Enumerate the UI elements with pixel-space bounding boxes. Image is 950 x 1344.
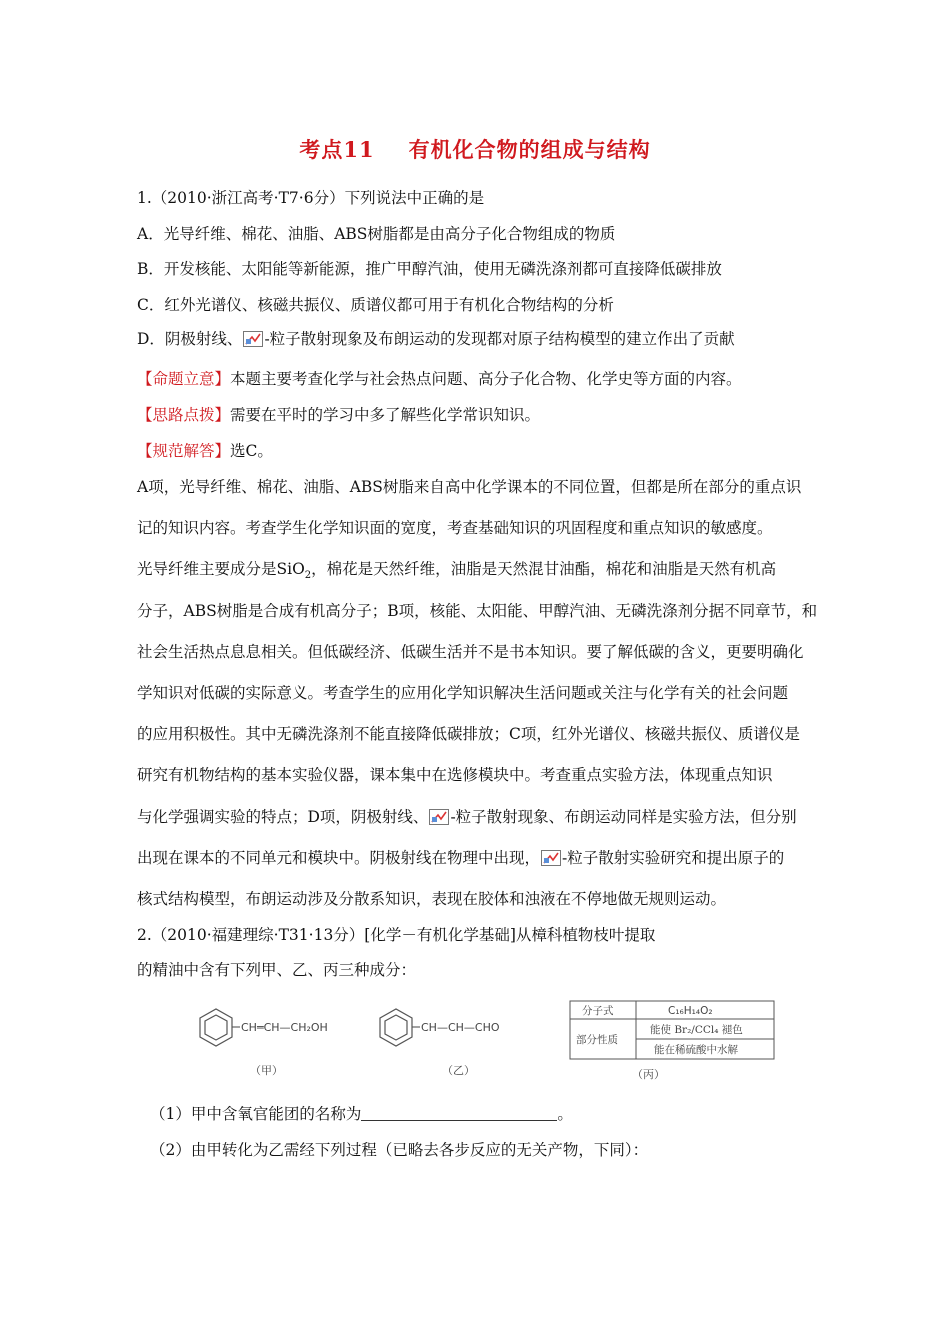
page-title [0,134,950,164]
q2-structures-figure [180,998,780,1084]
yi-label: （乙） [442,1064,475,1077]
broken-image-icon [429,809,449,825]
benzene-ring-yi [380,1009,412,1046]
q2-subquestion-2: （2）由甲转化为乙需经下列过程（已略去各步反应的无关产物，下同）： [150,1141,649,1159]
jia-side-chain: CH═CH—CH₂OH [241,1021,328,1034]
table-property-header: 部分性质 [576,1034,618,1046]
table-property-1: 能使 Br₂/CCl₄ 褪色 [650,1024,743,1036]
intent-tag: 【命题立意】 [137,370,231,388]
broken-image-icon [243,331,263,347]
yi-side-chain: CH—CH—CHO [421,1021,500,1034]
q1-option-b: B．开发核能、太阳能等新能源，推广甲醇汽油，使用无磷洗涤剂都可直接降低碳排放 [137,260,722,278]
title-topic-name: 有机化合物的组成与结构 [408,137,651,162]
q1-option-a: A．光导纤维、棉花、油脂、ABS树脂都是由高分子化合物组成的物质 [137,225,616,243]
q2-subquestion-1: （1）甲中含氧官能团的名称为 。 [150,1105,573,1123]
bing-label: （丙） [632,1068,665,1081]
q1-option-c: C．红外光谱仪、核磁共振仪、质谱仪都可用于有机化合物结构的分析 [137,296,614,314]
benzene-ring-jia [200,1009,232,1046]
q1-explanation: A项，光导纤维、棉花、油脂、ABS树脂来自高中化学课本的不同位置，但都是所在部分的重点识 记的知识内容。考查学生化学知识面的宽度，考查基础知识的巩固程度和重点知识的敏感度。 光导纤维主要成分是SiO$_2$，棉花是天然纤维，油脂是天然混甘油酯，棉花和油脂是天然有机高 分子，ABS树脂是合成有机高分子；B项，核能、太阳能、甲醇汽油、无磷洗涤剂分据不同章节，和 社会生活热点息息相关。但低碳经济、低碳生活并不是书本知识。要了解低碳的含义，更要明确化 学知识对低碳的实际意义。考查学生的应用化学知识解决生活问题或关注与化学有关的社会问题 的应用积极性。其中无磷洗涤剂不能直接降低碳排放；C项，红外光谱仪、核磁共振仪、质谱仪是 研究有机物结构的基本实验仪器，课本集中在选修模块中。考查重点实验方法，体现重点知识 与化学强调实验的特点；D项，阴极射线、 -粒子散射现象、布朗运动同样是实验方法，但分别 出现在课本的不同单元和模块中。阴极射线在物理中出现， -粒子散射实验研究和提出原子的 核式结构模型，布朗运动涉及分散系知识，表现在胶体和浊液在不停地做无规则运动。 [137,478,818,908]
q1-stem: 1.（2010·浙江高考·T7·6分）下列说法中正确的是 [137,189,485,207]
q2-stem-line2: 的精油中含有下列甲、乙、丙三种成分： [137,961,417,979]
table-property-2: 能在稀硫酸中水解 [654,1044,738,1056]
q1-answer: 【规范解答】选C。 [137,442,273,460]
broken-image-icon [541,850,561,866]
q1-intent: 【命题立意】本题主要考查化学与社会热点问题、高分子化合物、化学史等方面的内容。 [137,370,742,388]
q2-stem-line1: 2.（2010·福建理综·T31·13分）[化学－有机化学基础]从樟科植物枝叶提取 [137,926,656,944]
q1-option-d: D．阴极射线、 -粒子散射现象及布朗运动的发现都对原子结构模型的建立作出了贡献 [137,330,735,348]
table-formula-value: C₁₆H₁₄O₂ [668,1005,713,1017]
q1-hint: 【思路点拨】需要在平时的学习中多了解些化学常识知识。 [137,406,541,424]
jia-label: （甲） [250,1064,283,1077]
title-topic-number: 考点11 [299,137,375,162]
answer-tag: 【规范解答】 [137,442,231,460]
table-formula-header: 分子式 [582,1005,614,1017]
answer-blank[interactable] [361,1106,557,1121]
hint-tag: 【思路点拨】 [137,406,231,424]
